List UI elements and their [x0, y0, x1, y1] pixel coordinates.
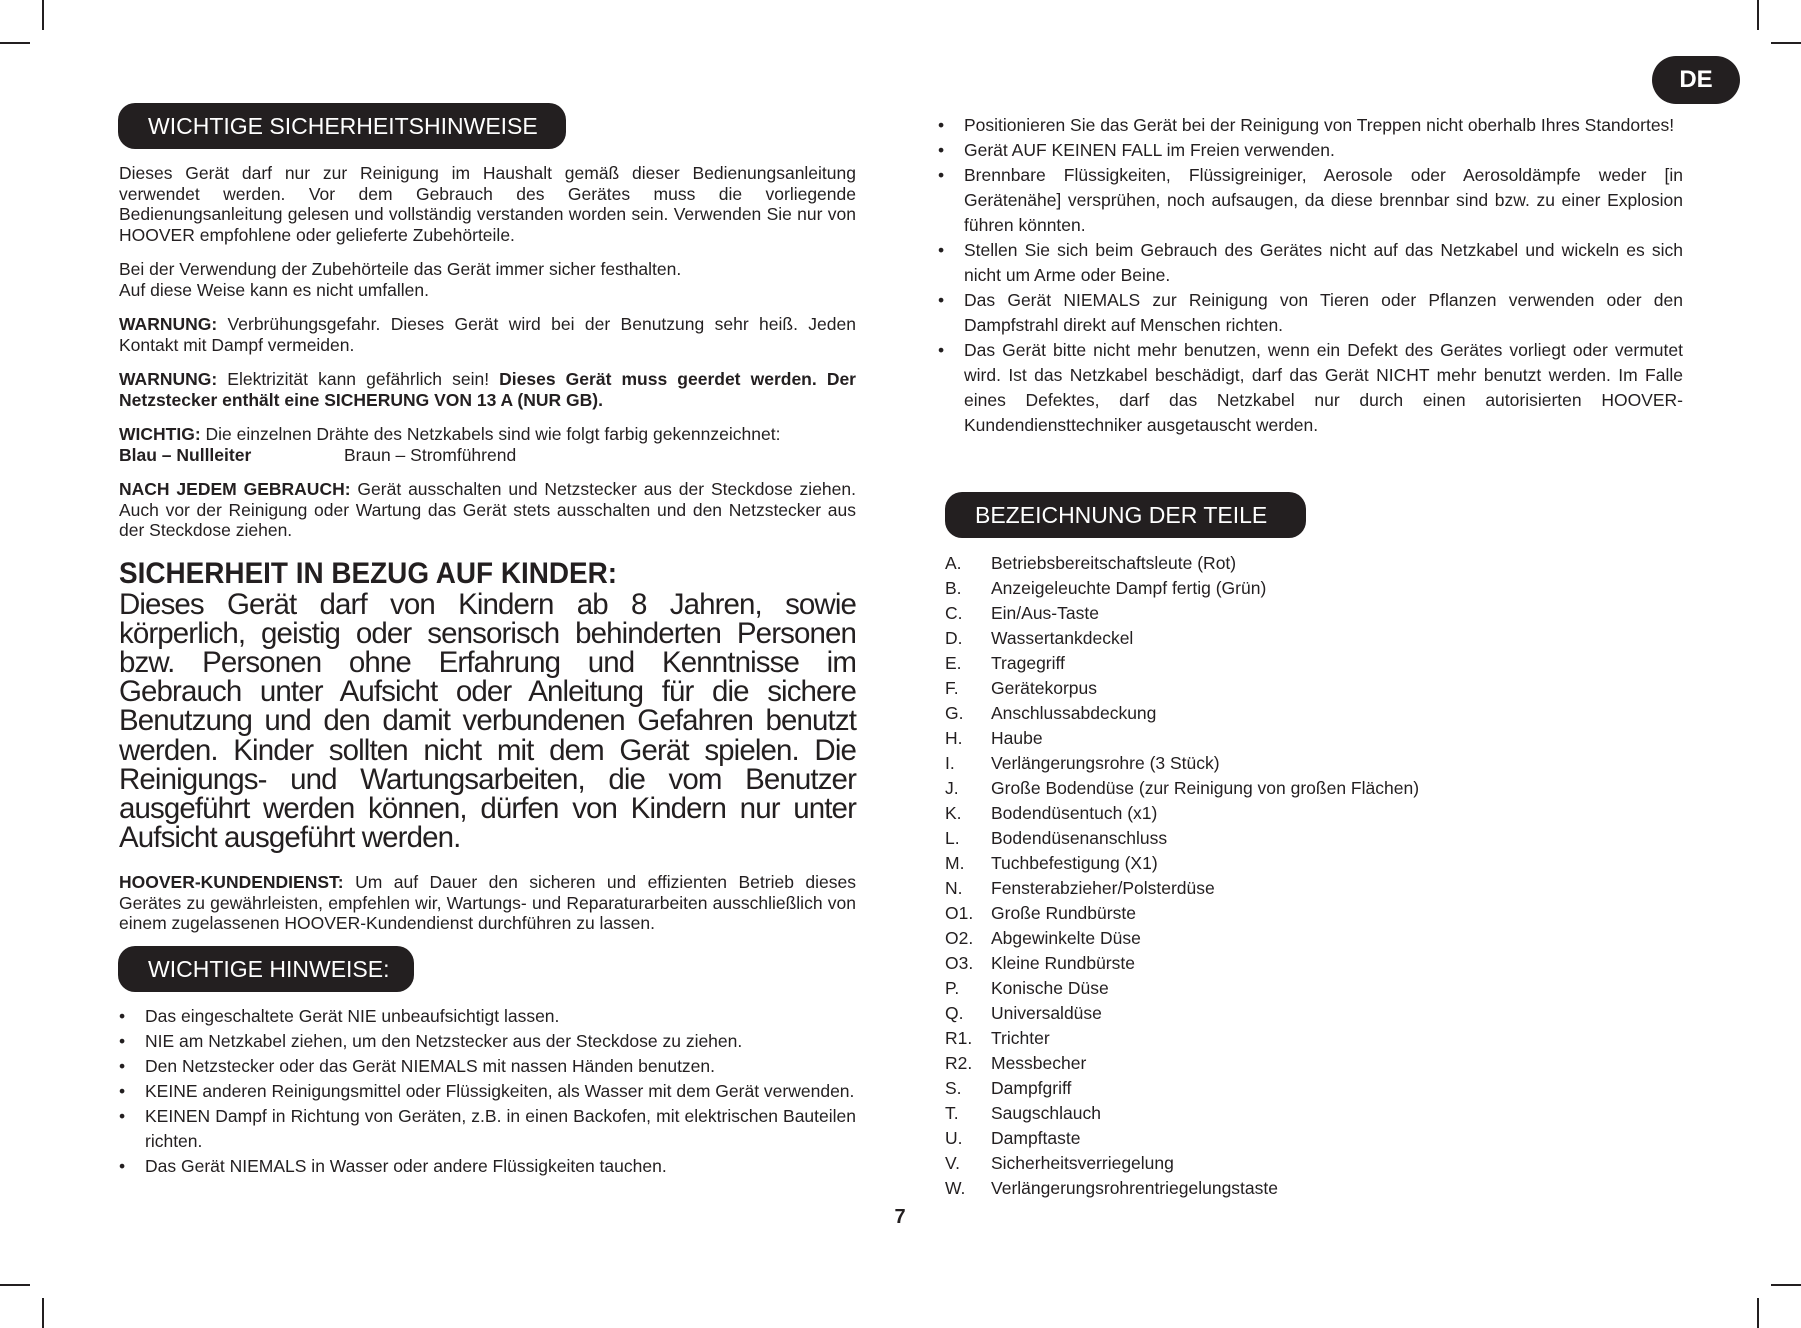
parts-list: [945, 551, 1690, 1201]
part-name: Haube: [991, 728, 1043, 748]
list-item: • Brennbare Flüssigkeiten, Flüssigreiniger, Aerosole oder Aerosoldämpfe weder [in Gerätenähe] versprühen, noch aufsaugen, da diese brennbar sind bzw. zu einer Explosion führen könnten.: [938, 163, 1683, 238]
list-item: [945, 601, 1690, 626]
part-name: Fensterabzieher/Polsterdüse: [991, 878, 1215, 898]
warning-scald: [119, 314, 856, 355]
service-label: HOOVER-KUNDENDIENST:: [119, 872, 344, 893]
warning-electric: [119, 369, 856, 410]
part-code: F.: [945, 678, 959, 698]
list-item: [945, 851, 1690, 876]
list-item: [945, 1126, 1690, 1151]
part-name: Dampftaste: [991, 1128, 1081, 1148]
warning-electric-bold: Dieses Gerät muss geerdet werden. Der Netzstecker enthält eine SICHERUNG VON 13 A (NUR GB).: [119, 369, 856, 410]
list-item: [945, 1151, 1690, 1176]
warning-scald-text: Verbrühungsgefahr. Dieses Gerät wird bei der Benutzung sehr heiß. Jeden Kontakt mit Dampf vermeiden.: [119, 314, 856, 355]
part-name: Ein/Aus-Taste: [991, 603, 1099, 623]
part-code: S.: [945, 1078, 962, 1098]
list-item: [945, 1076, 1690, 1101]
part-name: Große Rundbürste: [991, 903, 1136, 923]
part-name: Messbecher: [991, 1053, 1087, 1073]
intro-paragraph: Dieses Gerät darf nur zur Reinigung im Haushalt gemäß dieser Bedienungsanleitung verwendet werden. Vor dem Gebrauch des Gerätes muss die vorliegende Bedienungsanleitung gelesen und vollständig verstanden worden sein. Verwenden Sie nur von HOOVER empfohlene oder gelieferte Zubehörteile.: [119, 163, 856, 245]
list-item: [945, 1176, 1690, 1201]
list-item: [945, 1001, 1690, 1026]
page-number: 7: [894, 1206, 906, 1228]
accessory-line-1: Bei der Verwendung der Zubehörteile das Gerät immer sicher festhalten.: [119, 259, 682, 279]
list-item: • Das eingeschaltete Gerät NIE unbeaufsichtigt lassen.: [119, 1004, 856, 1029]
part-name: Bodendüsentuch (x1): [991, 803, 1158, 823]
list-item: • Das Gerät NIEMALS in Wasser oder andere Flüssigkeiten tauchen.: [119, 1154, 856, 1179]
service-text: Um auf Dauer den sicheren und effizienten Betrieb dieses Gerätes zu gewährleisten, empfehlen wir, Wartungs- und Reparaturarbeiten ausschließlich von einem zugelassenen HOOVER-Kundendienst durchführen zu lassen.: [119, 872, 856, 934]
part-code: P.: [945, 978, 960, 998]
part-name: Wassertankdeckel: [991, 628, 1134, 648]
list-item: [945, 876, 1690, 901]
part-code: W.: [945, 1178, 966, 1198]
list-item: [945, 1026, 1690, 1051]
section-header-parts: BEZEICHNUNG DER TEILE: [945, 492, 1306, 538]
language-badge: DE: [1652, 56, 1740, 104]
part-name: Anschlussabdeckung: [991, 703, 1157, 723]
part-code: O1.: [945, 903, 974, 923]
parts-section: [945, 551, 1690, 1201]
list-item: [945, 651, 1690, 676]
part-code: J.: [945, 778, 959, 798]
list-item: • Gerät AUF KEINEN FALL im Freien verwenden.: [938, 138, 1683, 163]
part-name: Tuchbefestigung (X1): [991, 853, 1158, 873]
crop-mark: [1771, 1284, 1801, 1286]
list-item: [945, 1101, 1690, 1126]
part-name: Sicherheitsverriegelung: [991, 1153, 1174, 1173]
part-code: C.: [945, 603, 963, 623]
part-code: I.: [945, 753, 955, 773]
right-notes-section: [938, 113, 1683, 438]
important-wires: [119, 424, 856, 465]
list-item: [945, 551, 1690, 576]
part-name: Betriebsbereitschaftsleute (Rot): [991, 553, 1237, 573]
part-code: K.: [945, 803, 962, 823]
list-item: [945, 951, 1690, 976]
part-code: N.: [945, 878, 963, 898]
part-code: Q.: [945, 1003, 964, 1023]
notes-section: [119, 1004, 856, 1179]
list-item: [945, 776, 1690, 801]
part-code: B.: [945, 578, 962, 598]
part-code: A.: [945, 553, 962, 573]
list-item: [945, 1051, 1690, 1076]
wire-brown: Braun – Stromführend: [344, 444, 517, 465]
list-item: • Das Gerät bitte nicht mehr benutzen, wenn ein Defekt des Gerätes vorliegt oder vermutet wird. Ist das Netzkabel beschädigt, darf das Gerät NICHT mehr benutzt werden. Im Falle eines Defektes, darf das Netzkabel nur durch einen autorisierten HOOVER-Kundendiensttechniker ausgetauscht werden.: [938, 338, 1683, 438]
after-use-paragraph: [119, 479, 856, 541]
section-header-notes: WICHTIGE HINWEISE:: [118, 946, 414, 992]
wire-blue: Blau – Nullleiter: [119, 444, 252, 465]
part-code: L.: [945, 828, 960, 848]
section-header-safety: WICHTIGE SICHERHEITSHINWEISE: [118, 103, 566, 149]
after-use-text: Gerät ausschalten und Netzstecker aus der Steckdose ziehen. Auch vor der Reinigung oder Wartung das Gerät stets ausschalten und den Netzstecker aus der Steckdose ziehen.: [119, 479, 856, 540]
part-code: R2.: [945, 1053, 973, 1073]
list-item: [945, 801, 1690, 826]
part-name: Dampfgriff: [991, 1078, 1072, 1098]
part-name: Abgewinkelte Düse: [991, 928, 1141, 948]
right-notes-list: [938, 113, 1683, 438]
part-name: Große Bodendüse (zur Reinigung von großen Flächen): [991, 778, 1420, 798]
kids-safety-title: SICHERHEIT IN BEZUG AUF KINDER:: [119, 556, 618, 590]
part-name: Konische Düse: [991, 978, 1109, 998]
service-paragraph: [119, 872, 856, 934]
part-name: Verlängerungsrohrentriegelungstaste: [991, 1178, 1278, 1198]
accessory-line-2: Auf diese Weise kann es nicht umfallen.: [119, 279, 429, 300]
crop-mark: [1757, 0, 1759, 30]
crop-mark: [42, 1298, 44, 1328]
part-code: H.: [945, 728, 963, 748]
safety-section: [119, 163, 856, 934]
warning-label: WARNUNG:: [119, 314, 218, 334]
part-name: Saugschlauch: [991, 1103, 1101, 1123]
part-name: Trichter: [991, 1028, 1050, 1048]
part-code: G.: [945, 703, 964, 723]
list-item: [945, 901, 1690, 926]
list-item: [945, 726, 1690, 751]
part-name: Gerätekorpus: [991, 678, 1098, 698]
part-code: T.: [945, 1103, 959, 1123]
important-text: Die einzelnen Drähte des Netzkabels sind wie folgt farbig gekennzeichnet:: [200, 424, 781, 444]
part-name: Tragegriff: [991, 653, 1065, 673]
list-item: • Stellen Sie sich beim Gebrauch des Gerätes nicht auf das Netzkabel und wickeln es sich nicht um Arme oder Beine.: [938, 238, 1683, 288]
part-code: E.: [945, 653, 962, 673]
warning-label: WARNUNG:: [119, 369, 218, 389]
important-label: WICHTIG:: [119, 424, 201, 444]
crop-mark: [1771, 42, 1801, 44]
kids-safety-text: Dieses Gerät darf von Kindern ab 8 Jahren, sowie körperlich, geistig oder sensorisch behinderten Personen bzw. Personen ohne Erfahrung und Kenntnisse im Gebrauch unter Aufsicht oder Anleitung für die sichere Benutzung und den damit verbundenen Gefahren benutzt werden. Kinder sollten nicht mit dem Gerät spielen. Die Reinigungs- und Wartungsarbeiten, die vom Benutzer ausgeführt werden können, dürfen von Kindern nur unter Aufsicht ausgeführt werden.: [119, 587, 856, 855]
part-name: Kleine Rundbürste: [991, 953, 1135, 973]
part-code: O2.: [945, 928, 974, 948]
list-item: [945, 926, 1690, 951]
crop-mark: [0, 1284, 30, 1286]
part-name: Bodendüsenanschluss: [991, 828, 1168, 848]
part-name: Universaldüse: [991, 1003, 1102, 1023]
crop-mark: [0, 42, 30, 44]
list-item: • Positionieren Sie das Gerät bei der Reinigung von Treppen nicht oberhalb Ihres Standortes!: [938, 113, 1683, 138]
list-item: [945, 751, 1690, 776]
part-code: R1.: [945, 1028, 973, 1048]
part-code: D.: [945, 628, 963, 648]
part-code: M.: [945, 853, 965, 873]
list-item: [945, 826, 1690, 851]
after-use-label: NACH JEDEM GEBRAUCH:: [119, 479, 351, 499]
list-item: [945, 701, 1690, 726]
list-item: • KEINEN Dampf in Richtung von Geräten, z.B. in einen Backofen, mit elektrischen Bauteilen richten.: [119, 1104, 856, 1154]
part-code: V.: [945, 1153, 960, 1173]
list-item: [945, 626, 1690, 651]
part-name: Verlängerungsrohre (3 Stück): [991, 753, 1220, 773]
crop-mark: [1757, 1298, 1759, 1328]
list-item: [945, 576, 1690, 601]
notes-list: [119, 1004, 856, 1179]
part-name: Anzeigeleuchte Dampf fertig (Grün): [991, 578, 1267, 598]
list-item: [945, 976, 1690, 1001]
crop-mark: [42, 0, 44, 30]
warning-electric-text: Elektrizität kann gefährlich sein!: [217, 369, 500, 389]
list-item: • NIE am Netzkabel ziehen, um den Netzstecker aus der Steckdose zu ziehen.: [119, 1029, 856, 1054]
list-item: • Den Netzstecker oder das Gerät NIEMALS mit nassen Händen benutzen.: [119, 1054, 856, 1079]
list-item: • Das Gerät NIEMALS zur Reinigung von Tieren oder Pflanzen verwenden oder den Dampfstrahl direkt auf Menschen richten.: [938, 288, 1683, 338]
part-code: O3.: [945, 953, 974, 973]
part-code: U.: [945, 1128, 963, 1148]
list-item: [945, 676, 1690, 701]
accessory-paragraph: [119, 259, 856, 300]
list-item: • KEINE anderen Reinigungsmittel oder Flüssigkeiten, als Wasser mit dem Gerät verwenden.: [119, 1079, 856, 1104]
